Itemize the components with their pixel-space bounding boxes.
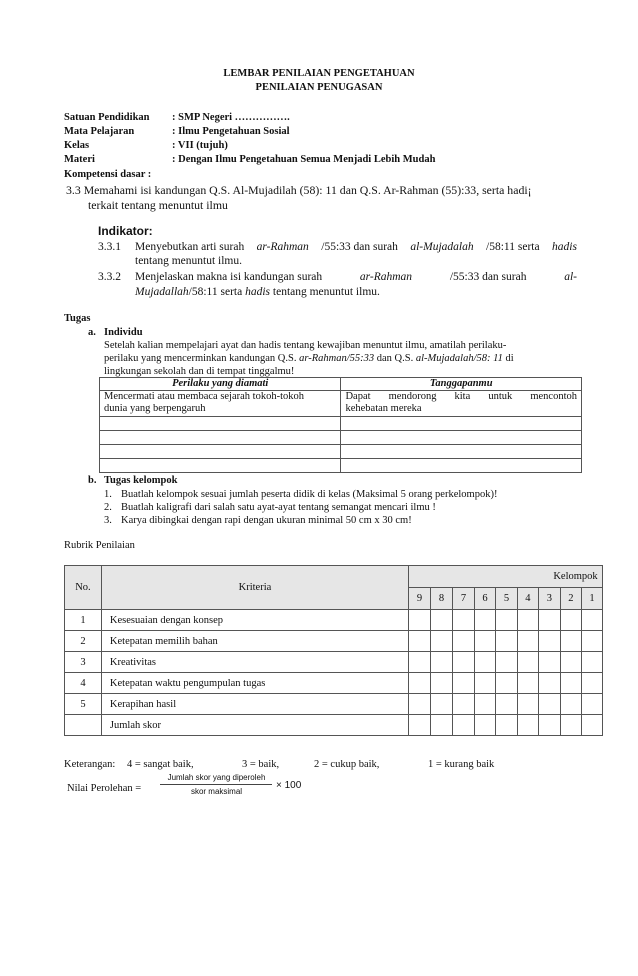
- kompetensi-text: 3.3 Memahami isi kandungan Q.S. Al-Mujadilah (58): 11 dan Q.S. Ar-Rahman (55):33, serta hadi¡: [66, 183, 532, 197]
- score-cell[interactable]: [495, 673, 517, 694]
- score-cell[interactable]: [581, 652, 602, 673]
- row-number: 2: [65, 631, 102, 652]
- keterangan-item: 4 = sangat baik,: [127, 759, 194, 770]
- keterangan-item: 1 = kurang baik: [428, 759, 495, 770]
- criteria-label: Kreativitas: [101, 652, 408, 673]
- formula-denominator: skor maksimal: [190, 787, 243, 796]
- score-cell[interactable]: [517, 610, 538, 631]
- score-cell[interactable]: [409, 715, 431, 736]
- score-cell[interactable]: [431, 610, 453, 631]
- score-cell[interactable]: [431, 631, 453, 652]
- kompetensi-text-cont: terkait tentang menuntut ilmu: [88, 198, 228, 212]
- score-cell[interactable]: [474, 652, 495, 673]
- column-header-kriteria: Kriteria: [101, 566, 408, 610]
- kelompok-number: 1: [581, 588, 602, 610]
- table-row: [65, 631, 603, 652]
- score-cell[interactable]: [431, 673, 453, 694]
- score-cell[interactable]: [538, 652, 560, 673]
- score-cell[interactable]: [581, 673, 602, 694]
- score-cell[interactable]: [560, 610, 581, 631]
- list-item-number: 3.: [104, 515, 112, 526]
- score-cell[interactable]: [409, 631, 431, 652]
- table-row: [100, 417, 582, 431]
- table-row: [65, 652, 603, 673]
- row-number: 1: [65, 610, 102, 631]
- kelompok-number: 6: [474, 588, 495, 610]
- row-number: 5: [65, 694, 102, 715]
- list-item-number: 2.: [104, 502, 112, 513]
- score-cell[interactable]: [495, 652, 517, 673]
- table-row: [65, 673, 603, 694]
- identity-value: : Ilmu Pengetahuan Sosial: [172, 126, 290, 137]
- score-cell[interactable]: [452, 673, 474, 694]
- score-cell[interactable]: [474, 610, 495, 631]
- score-cell[interactable]: [581, 610, 602, 631]
- score-cell[interactable]: [452, 610, 474, 631]
- score-cell[interactable]: [538, 631, 560, 652]
- criteria-label: Jumlah skor: [101, 715, 408, 736]
- table-cell[interactable]: [341, 417, 582, 431]
- score-cell[interactable]: [560, 652, 581, 673]
- individu-desc: Setelah kalian mempelajari ayat dan hadis tentang kewajiban menuntut ilmu, amatilah perilaku-: [104, 340, 507, 351]
- score-cell[interactable]: [474, 694, 495, 715]
- score-cell[interactable]: [560, 631, 581, 652]
- list-item: Buatlah kelompok sesuai jumlah peserta didik di kelas (Maksimal 5 orang perkelompok)!: [121, 489, 498, 500]
- table-cell[interactable]: Dapat mendorong kita untuk mencontoh kehebatan mereka: [341, 391, 582, 417]
- table-row: [65, 694, 603, 715]
- criteria-label: Kerapihan hasil: [101, 694, 408, 715]
- individu-desc: lingkungan sekolah dan di tempat tinggalmu!: [104, 366, 295, 377]
- kelompok-number: 2: [560, 588, 581, 610]
- identity-value: : Dengan Ilmu Pengetahuan Semua Menjadi Lebih Mudah: [172, 154, 436, 165]
- individu-desc: perilaku yang mencerminkan kandungan Q.S. ar-Rahman/55:33 dan Q.S. al-Mujadalah/58: 11 di: [104, 353, 514, 364]
- score-cell[interactable]: [495, 610, 517, 631]
- score-cell[interactable]: [452, 631, 474, 652]
- kelompok-number: 3: [538, 588, 560, 610]
- column-header: Perilaku yang diamati: [100, 378, 341, 391]
- score-cell[interactable]: [581, 694, 602, 715]
- table-cell[interactable]: [341, 445, 582, 459]
- table-row: [100, 459, 582, 473]
- score-cell[interactable]: [538, 694, 560, 715]
- score-cell[interactable]: [474, 673, 495, 694]
- score-cell[interactable]: [474, 715, 495, 736]
- kelompok-number: 7: [452, 588, 474, 610]
- score-cell[interactable]: [452, 694, 474, 715]
- table-header-row: [100, 378, 582, 391]
- document-subtitle: PENILAIAN PENUGASAN: [255, 82, 383, 93]
- score-cell[interactable]: [495, 715, 517, 736]
- list-marker: b.: [88, 475, 97, 486]
- formula-multiplier: × 100: [276, 780, 302, 791]
- table-cell[interactable]: [100, 431, 341, 445]
- criteria-label: Ketepatan memilih bahan: [101, 631, 408, 652]
- score-cell[interactable]: [560, 673, 581, 694]
- kelompok-title: Tugas kelompok: [104, 475, 178, 486]
- keterangan-item: 2 = cukup baik,: [314, 759, 380, 770]
- score-cell[interactable]: [431, 652, 453, 673]
- score-cell[interactable]: [495, 631, 517, 652]
- score-cell[interactable]: [581, 715, 602, 736]
- total-row: [65, 715, 603, 736]
- table-row: [100, 445, 582, 459]
- table-cell[interactable]: [100, 445, 341, 459]
- observation-table: [99, 377, 582, 473]
- score-cell[interactable]: [409, 610, 431, 631]
- score-cell[interactable]: [581, 631, 602, 652]
- row-number: [65, 715, 102, 736]
- table-cell[interactable]: [341, 431, 582, 445]
- row-number: 3: [65, 652, 102, 673]
- list-item: Buatlah kaligrafi dari salah satu ayat-ayat tentang semangat mencari ilmu !: [121, 502, 436, 513]
- kelompok-number: 4: [517, 588, 538, 610]
- identity-value: : VII (tujuh): [172, 140, 228, 151]
- kelompok-number: 9: [409, 588, 431, 610]
- kelompok-number: 5: [495, 588, 517, 610]
- score-cell[interactable]: [409, 694, 431, 715]
- tugas-label: Tugas: [64, 313, 91, 324]
- document-title: LEMBAR PENILAIAN PENGETAHUAN: [223, 68, 415, 79]
- nilai-label: Nilai Perolehan =: [67, 783, 142, 794]
- score-cell[interactable]: [560, 715, 581, 736]
- rubric-table: [64, 565, 603, 736]
- list-marker: a.: [88, 327, 96, 338]
- table-row: [100, 431, 582, 445]
- table-row: [100, 391, 582, 417]
- score-cell[interactable]: [517, 631, 538, 652]
- score-cell[interactable]: [431, 694, 453, 715]
- table-cell[interactable]: Mencermati atau membaca sejarah tokoh-tokoh dunia yang berpengaruh: [100, 391, 341, 417]
- column-header-kelompok: Kelompok: [409, 566, 603, 588]
- identity-label: Satuan Pendidikan: [64, 112, 150, 123]
- score-cell[interactable]: [452, 715, 474, 736]
- score-cell[interactable]: [409, 652, 431, 673]
- score-cell[interactable]: [474, 631, 495, 652]
- list-item-number: 1.: [104, 489, 112, 500]
- criteria-label: Kesesuaian dengan konsep: [101, 610, 408, 631]
- identity-label: Materi: [64, 154, 95, 165]
- score-cell[interactable]: [517, 673, 538, 694]
- score-cell[interactable]: [538, 610, 560, 631]
- score-cell[interactable]: [495, 694, 517, 715]
- keterangan-item: 3 = baik,: [242, 759, 280, 770]
- formula-numerator: Jumlah skor yang diperoleh: [167, 773, 266, 782]
- column-header: Tanggapanmu: [341, 378, 582, 391]
- score-cell[interactable]: [538, 673, 560, 694]
- table-cell[interactable]: [100, 459, 341, 473]
- identity-value: : SMP Negeri …………….: [172, 112, 290, 123]
- identity-label: Kelas: [64, 140, 90, 151]
- document-page: LEMBAR PENILAIAN PENGETAHUAN PENILAIAN PENUGASAN Satuan Pendidikan : SMP Negeri ……………. Mata Pelajaran : Ilmu Pengetahuan Sosial Kelas : VII (tujuh) Materi : Dengan Ilmu Pengetahuan Semua Menjadi Lebih Mudah Kompetensi dasar : 3.3 Memahami isi kandungan Q.S. Al-Mujadilah (58): 11 dan Q.S. Ar-Rahman (55):33, serta hadi¡ terkait tentang menuntut ilmu Indikator: 3.3.1 Menyebutkan arti surah ar-Rahman /55:33 dan surah al-Mujadalah /58:11 serta hadis tentang menuntut ilmu. 3.3.2 Menjelaskan makna isi kandungan surah ar-Rahman /55:33 dan surah al- Mujadallah/58:11 serta hadis tentang menuntut ilmu. Tugas a. Individu Setelah kalian mempelajari ayat dan hadis tentang kewajiban menuntut ilmu, amatilah perilaku- perilaku yang mencerminkan kandungan Q.S. ar-Rahman/55:33 dan Q.S. al-Mujadalah/58: 11 di lingkungan sekolah dan di tempat tinggalmu! Perilaku yang diamati Tanggapanmu Mencermati atau membaca sejarah tokoh-tokoh dunia yang berpengaruh Dapat mendorong kita untuk mencontoh kehebatan mereka b. Tugas kelompok 1. Buatlah kelompok sesuai jumlah peserta didik di kelas (Maksimal 5 orang perkelompok)! 2. Buatlah kaligrafi dari salah satu ayat-ayat tentang semangat mencari ilmu ! 3. Karya dibingkai dengan rapi dengan ukuran minimal 50 cm x 30 cm! Rubrik Penilaian No. Kriteria Kelompok 9 8 7 6 5 4 3 2 1 1 Kesesuaian dengan konsep 2 Ketepatan memilih bahan 3 Kreativitas 4 Ketepatan waktu pengumpulan tugas 5 Kerapihan hasil Jumlah skor Keterangan: 4 = sangat baik, 3 = baik, 2 = cukup baik, 1 = kurang baik Nilai Perolehan = Jumlah skor yang diperoleh skor maksimal × 100: [0, 0, 638, 976]
- rubrik-title: Rubrik Penilaian: [64, 540, 135, 551]
- table-cell[interactable]: [100, 417, 341, 431]
- column-header-no: No.: [65, 566, 102, 610]
- table-cell[interactable]: [341, 459, 582, 473]
- list-item: Karya dibingkai dengan rapi dengan ukuran minimal 50 cm x 30 cm!: [121, 515, 412, 526]
- score-cell[interactable]: [538, 715, 560, 736]
- keterangan-label: Keterangan:: [64, 759, 116, 770]
- table-row: [65, 610, 603, 631]
- indikator-label: Indikator:: [98, 224, 153, 238]
- score-cell[interactable]: [431, 715, 453, 736]
- kelompok-number: 8: [431, 588, 453, 610]
- criteria-label: Ketepatan waktu pengumpulan tugas: [101, 673, 408, 694]
- row-number: 4: [65, 673, 102, 694]
- fraction-bar: [160, 784, 272, 785]
- score-cell[interactable]: [517, 652, 538, 673]
- score-cell[interactable]: [517, 694, 538, 715]
- score-cell[interactable]: [409, 673, 431, 694]
- kompetensi-label: Kompetensi dasar :: [64, 169, 152, 180]
- individu-title: Individu: [104, 327, 143, 338]
- score-cell[interactable]: [560, 694, 581, 715]
- score-cell[interactable]: [517, 715, 538, 736]
- score-cell[interactable]: [452, 652, 474, 673]
- identity-label: Mata Pelajaran: [64, 126, 135, 137]
